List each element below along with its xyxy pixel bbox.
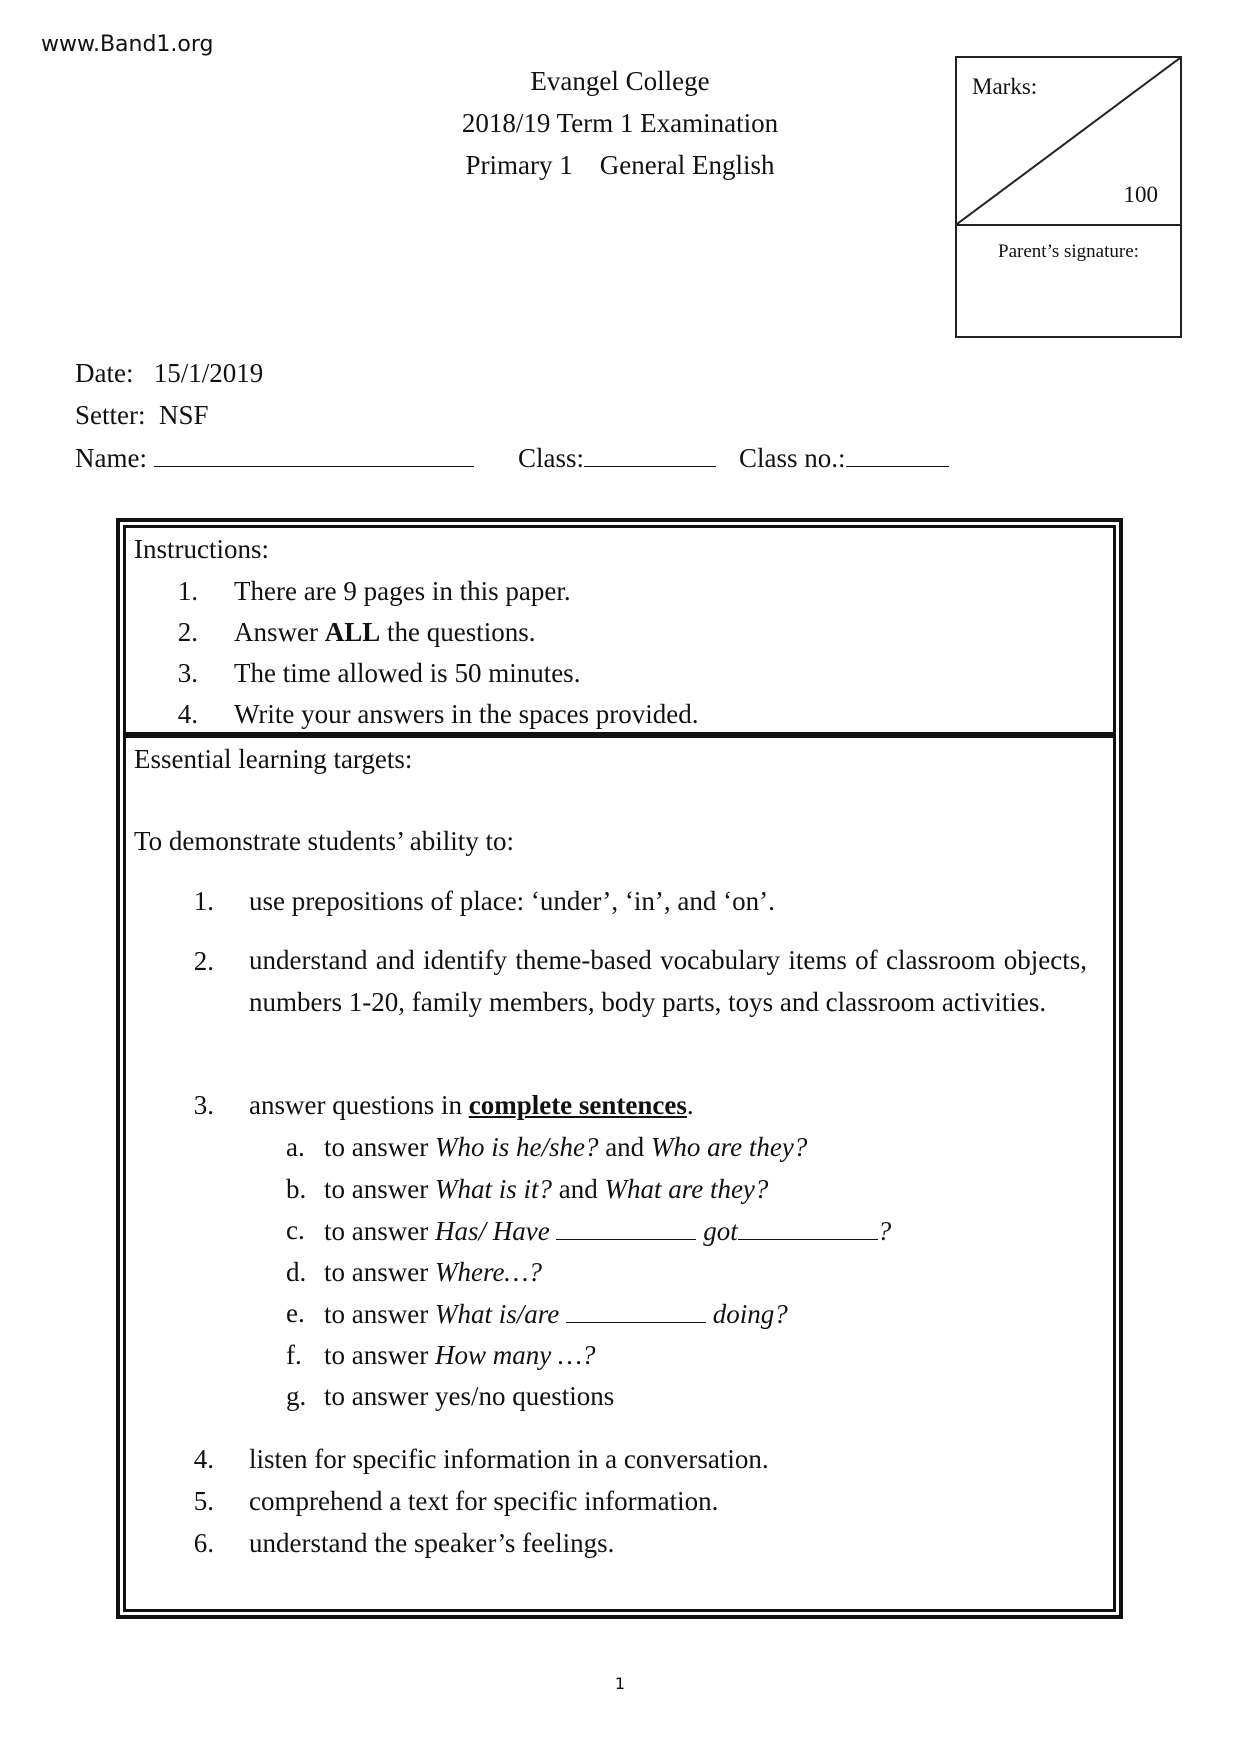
instruction-number: 1.: [177, 576, 198, 606]
marks-label: Marks:: [972, 74, 1038, 99]
class-line: Class:: [518, 442, 716, 474]
marks-total: 100: [1123, 182, 1158, 207]
exam-title: 2018/19 Term 1 Examination: [461, 108, 779, 138]
outer-frame: [116, 518, 1123, 1619]
target-3: answer questions in complete sentences.: [249, 1090, 694, 1120]
sub-letter: d.: [286, 1256, 307, 1287]
sub-letter: g.: [286, 1381, 307, 1411]
sub-target: to answer yes/no questions: [324, 1381, 615, 1411]
target-number: 6.: [193, 1528, 214, 1558]
sub-letter: e.: [286, 1298, 305, 1328]
answer-blank: [566, 1298, 706, 1323]
answer-blank: [738, 1215, 878, 1240]
instruction-item: The time allowed is 50 minutes.: [234, 658, 581, 688]
instructions-box: [123, 525, 1116, 735]
divider: [957, 224, 1180, 226]
target-number: 2.: [193, 946, 214, 976]
parent-signature-label: Parent’s signature:: [998, 241, 1139, 262]
date-line: Date: 15/1/2019: [75, 358, 264, 388]
target-4: listen for specific information in a conversation.: [249, 1444, 769, 1474]
name-field[interactable]: [154, 442, 474, 467]
sub-letter: c.: [286, 1215, 305, 1245]
target-5: comprehend a text for specific information.: [249, 1486, 719, 1516]
sub-letter: b.: [286, 1173, 307, 1204]
sub-target: to answer What is it? and What are they?: [324, 1173, 769, 1204]
sub-letter: a.: [286, 1132, 305, 1162]
learning-targets-box: [123, 735, 1116, 1612]
target-number: 4.: [193, 1444, 214, 1474]
sub-target: to answer Where…?: [324, 1256, 542, 1287]
target-number: 3.: [193, 1090, 214, 1120]
instruction-number: 4.: [177, 699, 198, 729]
sub-target: to answer What is/are doing?: [324, 1299, 788, 1329]
class-field[interactable]: [584, 442, 716, 467]
instruction-item: There are 9 pages in this paper.: [234, 576, 571, 606]
instruction-item: Answer ALL the questions.: [234, 617, 536, 647]
class-no-line: Class no.:: [739, 442, 949, 474]
target-number: 5.: [193, 1486, 214, 1516]
page-number: 1: [614, 1674, 626, 1693]
instruction-number: 2.: [177, 617, 198, 647]
target-1: use prepositions of place: ‘under’, ‘in’, and ‘on’.: [249, 886, 775, 916]
watermark: www.Band1.org: [41, 32, 214, 57]
instruction-number: 3.: [177, 658, 198, 688]
level-subject: Primary 1 General English: [465, 150, 775, 180]
school-name: Evangel College: [530, 66, 710, 96]
target-2: understand and identify theme-based vocabulary items of classroom objects, numbers 1-20, family members, body parts, toys and classroom activities.: [249, 945, 1087, 1017]
targets-heading: Essential learning targets:: [134, 744, 413, 774]
answer-blank: [556, 1215, 696, 1240]
setter-line: Setter: NSF: [75, 400, 209, 430]
target-number: 1.: [193, 886, 214, 916]
class-no-field[interactable]: [846, 442, 949, 467]
target-6: understand the speaker’s feelings.: [249, 1528, 615, 1558]
sub-target: to answer Who is he/she? and Who are they?: [324, 1132, 808, 1162]
name-line: Name:: [75, 442, 474, 474]
sub-target: to answer How many …?: [324, 1339, 596, 1370]
marks-box: [955, 56, 1182, 338]
instructions-heading: Instructions:: [134, 534, 269, 564]
instruction-item: Write your answers in the spaces provided.: [234, 699, 699, 729]
sub-target: to answer Has/ Have got ?: [324, 1216, 892, 1246]
targets-intro: To demonstrate students’ ability to:: [134, 826, 515, 856]
sub-letter: f.: [286, 1339, 302, 1370]
